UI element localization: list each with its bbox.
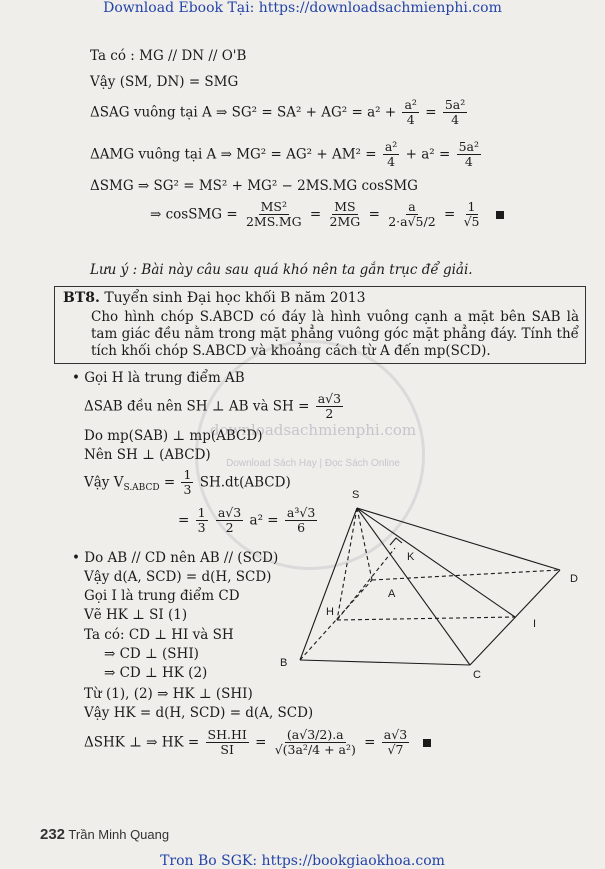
equals: = (443, 206, 456, 223)
label-I: I (533, 618, 537, 630)
sol-line-4: Nên SH ⊥ (ABCD) (84, 447, 211, 463)
a-squared-text: a² = (249, 512, 279, 529)
sol-line-10: Vẽ HK ⊥ SI (1) (84, 607, 188, 623)
equals: = (178, 512, 190, 529)
sol-line-7: • Do AB // CD nên AB // (SCD) (72, 550, 279, 566)
label-K: K (407, 551, 415, 563)
watermark-site: downloadsachmienphi.com (209, 421, 417, 439)
problem-source: Tuyển sinh Đại học khối B năm 2013 (104, 290, 366, 306)
segment-HK (337, 548, 395, 620)
edge-SB (300, 508, 357, 660)
plus-text: + a² = (405, 146, 451, 163)
fraction: $\frac{a√3}{2}$ (317, 391, 342, 422)
top-banner[interactable]: Download Ebook Tại: https://downloadsachmienphi.com (103, 0, 502, 16)
volume-subscript: S.ABCD (123, 483, 160, 494)
fraction: $\frac{a}{2\cdot a√5/2}$ (388, 199, 436, 230)
fraction: $\frac{a√3}{2}$ (217, 505, 242, 536)
fraction: $\frac{(a√3/2).a}{\text{√(3a²/4 + a²)}}$ (274, 727, 356, 758)
prev-line-4-text: ΔAMG vuông tại A ⇒ MG² = AG² + AM² = (90, 146, 377, 163)
sol-line-8: Vậy d(A, SCD) = d(H, SCD) (84, 569, 272, 585)
fraction: $\frac{1}{√5}$ (463, 199, 480, 230)
segment-SI (357, 508, 515, 617)
edge-AD (372, 570, 560, 580)
fraction: $\frac{1}{3}$ (183, 467, 192, 498)
volume-expression: SH.dt(ABCD) (199, 474, 291, 491)
prev-line-1: Ta có : MG // DN // O'B (90, 48, 247, 64)
equals: = (163, 474, 176, 491)
page-number: 232 (40, 826, 66, 843)
page-footer (40, 826, 169, 843)
edge-SC (357, 508, 470, 665)
cos-label: ⇒ cosSMG = (150, 206, 238, 223)
fraction: $\frac{MS}{2MG}$ (329, 199, 361, 230)
sol-line-2-text: ΔSAB đều nên SH ⊥ AB và SH = (84, 398, 310, 415)
label-B: B (280, 657, 288, 669)
volume-label: Vậy V (84, 474, 124, 491)
equals: = (368, 206, 380, 223)
note: Lưu ý : Bài này câu sau quá khó nên ta gắn trục để giải. (90, 262, 473, 278)
segment-HI (337, 617, 515, 620)
sol-line-12: ⇒ CD ⊥ (SHI) (104, 646, 199, 662)
equals: = (255, 734, 267, 751)
segment-SH (337, 508, 357, 620)
label-A: A (388, 588, 396, 600)
prev-line-5: ΔSMG ⇒ SG² = MS² + MG² − 2MS.MG cosSMG (90, 178, 418, 194)
fraction: $\frac{SH.HI}{SI}$ (207, 727, 247, 758)
sol-line-3: Do mp(SAB) ⊥ mp(ABCD) (84, 428, 263, 444)
fraction: $\frac{\text{a²}}{4}$ (404, 97, 417, 128)
right-angle-mark (390, 538, 402, 545)
sol-line-9: Gọi I là trung điểm CD (84, 588, 240, 604)
fraction: $\frac{\text{a³√3}}{6}$ (286, 505, 316, 536)
prev-line-3-text: ΔSAG vuông tại A ⇒ SG² = SA² + AG² = a² + (90, 104, 397, 121)
prev-line-2: Vậy (SM, DN) = SMG (90, 74, 239, 90)
label-D: D (570, 573, 578, 585)
fraction: $\frac{\text{a²}}{4}$ (384, 139, 398, 170)
sol-line-1: • Gọi H là trung điểm AB (72, 370, 245, 386)
edge-SD (357, 508, 560, 570)
bottom-banner[interactable]: Tron Bo SGK: https://bookgiaokhoa.com (160, 853, 445, 869)
sol-line-11: Ta có: CD ⊥ HI và SH (84, 627, 234, 643)
sol-line-15: Vậy HK = d(H, SCD) = d(A, SCD) (84, 705, 314, 721)
hk-label: ΔSHK ⊥ ⇒ HK = (84, 734, 200, 751)
sol-line-14: Từ (1), (2) ⇒ HK ⊥ (SHI) (84, 686, 253, 702)
label-C: C (473, 669, 481, 681)
equals: = (364, 734, 376, 751)
label-S: S (352, 489, 360, 501)
author-name: Trần Minh Quang (68, 827, 170, 842)
label-H: H (326, 606, 334, 618)
sol-line-13: ⇒ CD ⊥ HK (2) (104, 665, 208, 681)
fraction: $\frac{\text{MS²}}{2MS.MG}$ (245, 199, 302, 230)
problem-label: BT8. (63, 290, 100, 306)
edge-BC (300, 660, 470, 665)
fraction: $\frac{\text{5a²}}{4}$ (458, 139, 479, 170)
equals: = (309, 206, 322, 223)
fraction: $\frac{1}{3}$ (197, 505, 206, 536)
problem-text: Cho hình chóp S.ABCD có đáy là hình vuông cạnh a mặt bên SAB là tam giác đều nằm trong mặt phẳng vuông góc mặt phẳng đáy. Tính thể tích khối chóp S.ABCD và khoảng cách từ A đến mp(SCD). (91, 309, 579, 359)
fraction: $\frac{\text{5a²}}{4}$ (444, 97, 466, 128)
fraction: $\frac{a√3}{√7}$ (383, 727, 408, 758)
watermark-tagline: Download Sách Hay | Đọc Sách Online (226, 458, 400, 469)
equals: = (425, 104, 437, 121)
